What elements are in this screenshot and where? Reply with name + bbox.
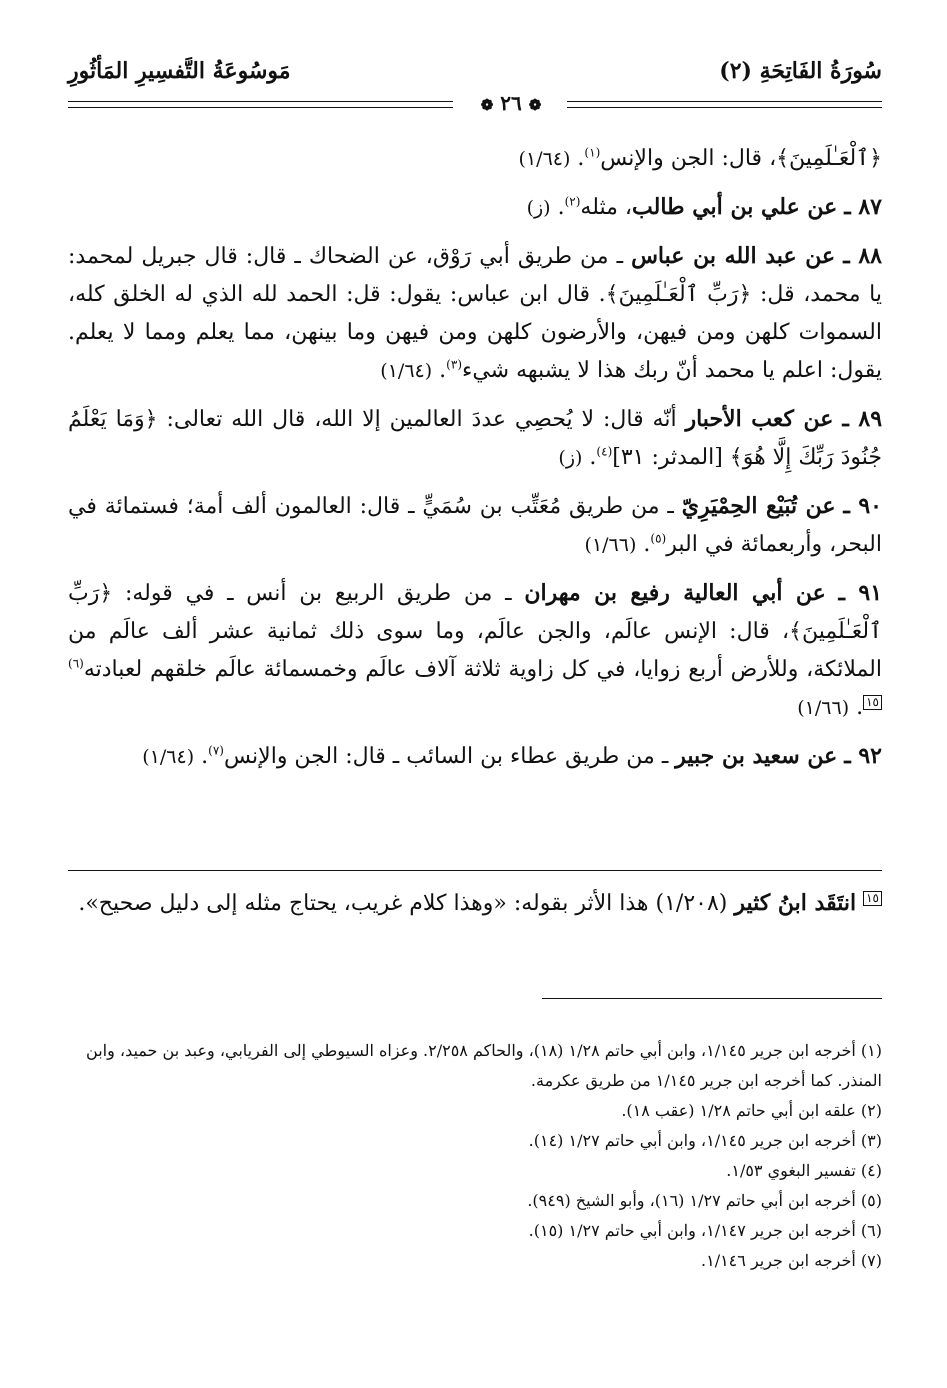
entry-text: ﴿ٱلْعَـٰلَمِينَ﴾، قال: الجن والإنس xyxy=(600,146,882,171)
footnote-marker[interactable]: (٤) xyxy=(596,444,613,459)
footnote-marker[interactable]: (٧) xyxy=(208,743,224,758)
entry-tail: . xyxy=(201,744,209,769)
narrator-name: عن علي بن أبي طالب xyxy=(632,194,838,220)
entry-tail: . xyxy=(856,695,864,720)
narrator-name: عن سعيد بن جبير xyxy=(675,743,838,769)
footnote-marker[interactable]: (١) xyxy=(584,145,601,160)
entry-number: ٨٩ ـ xyxy=(842,406,883,432)
entry-reference: (ز) xyxy=(526,197,551,219)
footnote-marker[interactable]: (٦) xyxy=(68,656,84,671)
narrator-name: عن تُبَيْع الحِمْيَرِيّ xyxy=(681,493,836,519)
entry-number: ٩٠ ـ xyxy=(843,493,882,519)
page xyxy=(68,52,882,1372)
footnote-marker[interactable]: (٥) xyxy=(650,531,667,546)
surah-title: سُورَةُ الفَاتِحَةِ (٢) xyxy=(719,58,882,84)
entry-tail: . xyxy=(589,445,597,470)
header-rule-left xyxy=(68,101,453,108)
footnote-marker[interactable]: (٢) xyxy=(564,194,581,209)
running-header xyxy=(68,52,882,115)
entry-tail: . xyxy=(577,146,585,171)
entry-number: ٩١ ـ xyxy=(838,580,883,606)
ornament-icon: ❁ xyxy=(480,96,494,114)
editor-note-marker[interactable]: ١٥ xyxy=(863,695,882,710)
editor-note xyxy=(68,884,882,923)
footnotes xyxy=(68,1036,882,1276)
narrator-name: عن كعب الأحبار xyxy=(685,406,834,432)
entry-tail: . xyxy=(643,532,651,557)
editor-note-lead: انتَقَد ابنُ كثير xyxy=(734,890,857,916)
editor-note-text: (١/٢٠٨) هذا الأثر بقوله: «وهذا كلام غريب، يحتاج مثله إلى دليل صحيح». xyxy=(78,891,735,916)
main-text xyxy=(68,140,882,786)
narrator-name: عن عبد الله بن عباس xyxy=(631,243,836,269)
entry-number: ٨٧ ـ xyxy=(844,194,882,220)
ornament-icon: ❁ xyxy=(528,96,542,114)
footnote-4: (٤) تفسير البغوي ١/٥٣. xyxy=(726,1161,882,1180)
entry-continuation xyxy=(68,140,882,178)
entry-92 xyxy=(68,737,882,776)
entry-reference: (ز) xyxy=(558,447,583,469)
entry-88 xyxy=(68,237,882,390)
footnote-1: (١) أخرجه ابن جرير ١/١٤٥، وابن أبي حاتم ١/٢٨ (١٨)، والحاكم ٢/٢٥٨. وعزاه السيوطي إلى الفريابي، وعبد بن حميد، وابن المنذر. كما أخرجه ابن جرير ١/١٤٥ من طريق عكرمة. xyxy=(86,1041,882,1090)
entry-text: ـ من طريق أبي رَوْق، عن الضحاك ـ قال: قال جبريل لمحمد: يا محمد، قل: ﴿رَبِّ ٱلْعَـٰلَمِينَ﴾. قال ابن عباس: يقول: قل: الحمد لله الذي له الخلق كله، السموات كلهن ومن فيهن، والأرضون كلهن ومن فيهن وما بينهن، مما يعلم ومما لا يعلم. يقول: اعلم يا محمد أنّ ربك هذا لا يشبهه شيء xyxy=(68,244,882,383)
entry-reference: (١/٦٦) xyxy=(584,534,637,556)
entry-text: ـ من طريق مُعَتِّب بن سُمَيٍّ ـ قال: العالمون ألف أمة؛ فستمائة في البحر، وأربعمائة في البر xyxy=(68,494,882,557)
book-title: مَوسُوعَةُ التَّفسِيرِ المَأثُورِ xyxy=(68,58,291,84)
page-number xyxy=(470,91,552,115)
editor-note-divider xyxy=(68,870,882,871)
entry-87 xyxy=(68,188,882,227)
editor-note-marker: ١٥ xyxy=(863,891,882,906)
entry-90 xyxy=(68,487,882,564)
entry-reference: (١/٦٤) xyxy=(142,746,195,768)
entry-reference: (١/٦٤) xyxy=(380,360,433,382)
entry-number: ٩٢ ـ xyxy=(844,743,882,769)
entry-tail: . xyxy=(557,195,565,220)
footnote-2: (٢) علقه ابن أبي حاتم ١/٢٨ (عقب ١٨). xyxy=(621,1101,882,1120)
entry-reference: (١/٦٦) xyxy=(797,697,850,719)
entry-89 xyxy=(68,400,882,477)
entry-text: أنّه قال: لا يُحصِي عددَ العالمين إلا الله، قال الله تعالى: ﴿وَمَا يَعْلَمُ جُنُودَ رَبِّكَ إِلَّا هُوَ﴾ [المدثر: ٣١] xyxy=(68,407,882,470)
entry-text: ـ من طريق الربيع بن أنس ـ في قوله: ﴿رَبِّ ٱلْعَـٰلَمِينَ﴾، قال: الإنس عالَم، والجن عالَم، وما سوى ذلك ثمانية عشر ألف عالَم من الملائكة، وللأرض أربع زوايا، في كل زاوية ثلاثة آلاف عالَم وخمسمائة عالَم خلقهم لعبادته xyxy=(68,581,882,682)
entry-number: ٨٨ ـ xyxy=(843,243,882,269)
entry-reference: (١/٦٤) xyxy=(518,148,571,170)
footnote-7: (٧) أخرجه ابن جرير ١/١٤٦. xyxy=(701,1251,882,1270)
entry-text: ـ من طريق عطاء بن السائب ـ قال: الجن والإنس xyxy=(223,744,676,769)
entry-91 xyxy=(68,574,882,727)
narrator-name: عن أبي العالية رفيع بن مهران xyxy=(524,580,826,606)
entry-text: ، مثله xyxy=(580,195,633,220)
footnotes-divider xyxy=(542,998,882,999)
header-rule xyxy=(68,91,882,115)
footnote-6: (٦) أخرجه ابن جرير ١/١٤٧، وابن أبي حاتم ١/٢٧ (١٥). xyxy=(528,1221,882,1240)
footnote-3: (٣) أخرجه ابن جرير ١/١٤٥، وابن أبي حاتم ١/٢٧ (١٤). xyxy=(528,1131,882,1150)
header-rule-right xyxy=(567,101,882,108)
footnote-5: (٥) أخرجه ابن أبي حاتم ١/٢٧ (١٦)، وأبو الشيخ (٩٤٩). xyxy=(527,1191,882,1210)
page-number-value: ٢٦ xyxy=(500,91,522,115)
footnote-marker[interactable]: (٣) xyxy=(446,357,462,372)
entry-tail: . xyxy=(439,358,447,383)
